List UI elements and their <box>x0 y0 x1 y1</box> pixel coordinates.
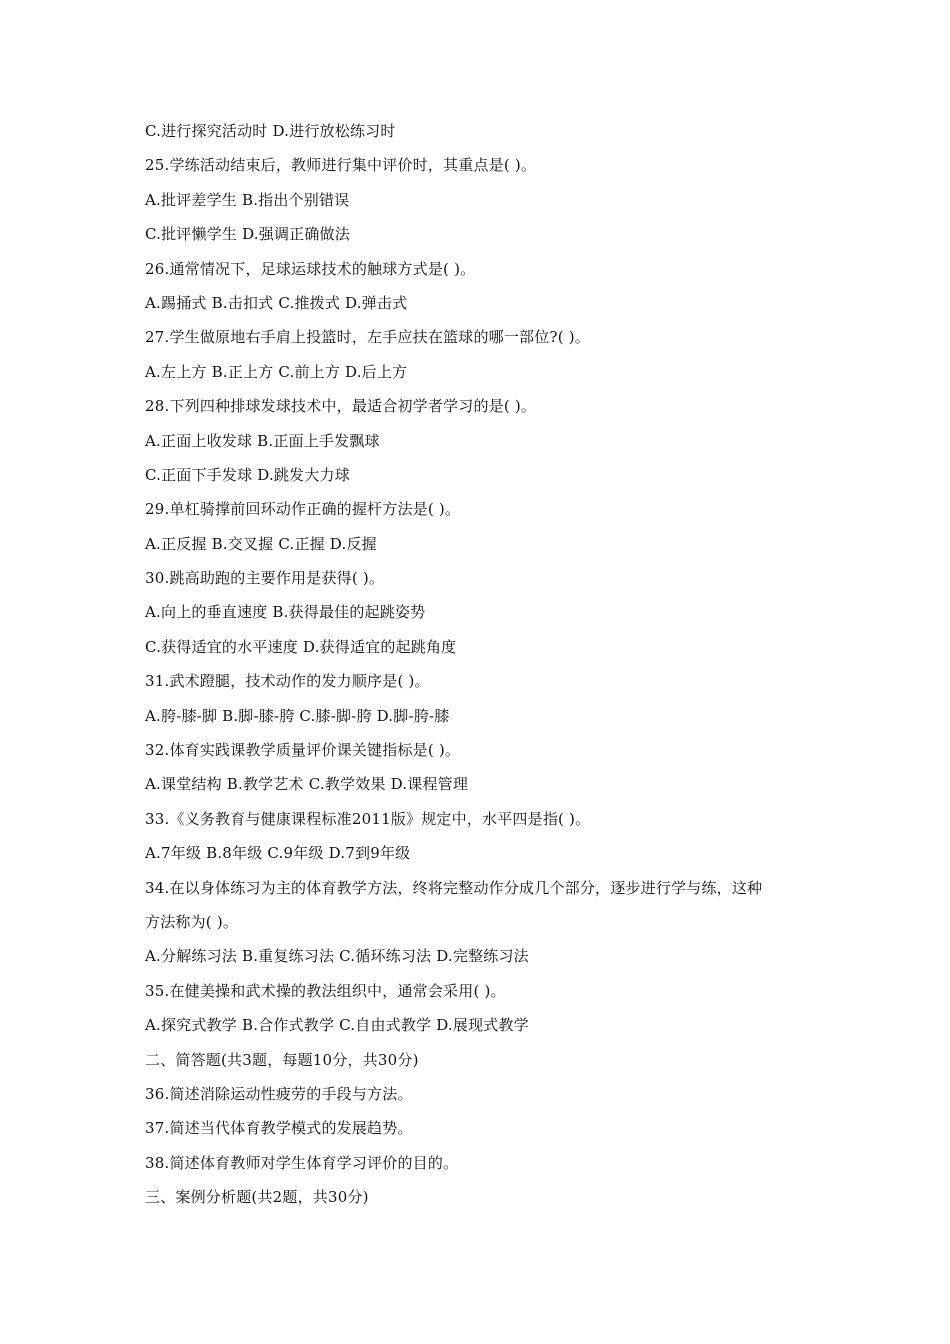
option-line: C.进行探究活动时 D.进行放松练习时 <box>145 122 396 140</box>
option-line: A.课堂结构 B.教学艺术 C.教学效果 D.课程管理 <box>145 775 469 794</box>
question-38: 38.简述体育教师对学生体育学习评价的目的。 <box>145 1153 459 1172</box>
question-35: 35.在健美操和武术操的教法组织中，通常会采用( )。 <box>145 981 506 1000</box>
option-line: A.批评差学生 B.指出个别错误 <box>145 190 350 209</box>
question-36: 36.简述消除运动性疲劳的手段与方法。 <box>145 1084 413 1103</box>
question-29: 29.单杠骑撑前回环动作正确的握杆方法是( )。 <box>145 500 461 519</box>
question-37: 37.简述当代体育教学模式的发展趋势。 <box>145 1119 413 1138</box>
option-line: A.踢捅式 B.击扣式 C.推拨式 D.弹击式 <box>145 293 408 312</box>
option-line: C.批评懒学生 D.强调正确做法 <box>145 225 350 244</box>
option-line: A.胯-膝-脚 B.脚-膝-胯 C.膝-脚-胯 D.脚-胯-膝 <box>145 706 450 725</box>
option-line: A.正反握 B.交叉握 C.正握 D.反握 <box>145 534 377 553</box>
question-26: 26.通常情况下，足球运球技术的触球方式是( )。 <box>145 259 476 278</box>
option-line: A.探究式教学 B.合作式教学 C.自由式教学 D.展现式教学 <box>145 1016 529 1035</box>
option-line: A.分解练习法 B.重复练习法 C.循环练习法 D.完整练习法 <box>145 947 529 966</box>
question-25: 25.学练活动结束后，教师进行集中评价时，其重点是( )。 <box>145 156 537 175</box>
question-34-continued: 方法称为( )。 <box>145 912 239 931</box>
option-line: C.正面下手发球 D.跳发大力球 <box>145 465 350 484</box>
question-30: 30.跳高助跑的主要作用是获得( )。 <box>145 569 385 588</box>
question-34: 34.在以身体练习为主的体育教学方法，终将完整动作分成几个部分，逐步进行学与练，这种 <box>145 878 763 897</box>
question-33: 33.《义务教育与健康课程标准2011版》规定中，水平四是指( )。 <box>145 809 591 828</box>
option-line: A.向上的垂直速度 B.获得最佳的起跳姿势 <box>145 603 426 622</box>
option-line: C.获得适宜的水平速度 D.获得适宜的起跳角度 <box>145 637 457 656</box>
document-body <box>145 114 825 1215</box>
option-line: A.正面上收发球 B.正面上手发飘球 <box>145 431 380 450</box>
section-heading-short-answer: 二、简答题(共3题，每题10分，共30分) <box>145 1050 419 1069</box>
section-heading-case-analysis: 三、案例分析题(共2题，共30分) <box>145 1188 369 1207</box>
question-27: 27.学生做原地右手肩上投篮时，左手应扶在篮球的哪一部位?( )。 <box>145 328 590 347</box>
question-28: 28.下列四种排球发球技术中，最适合初学者学习的是( )。 <box>145 397 537 416</box>
option-line: A.左上方 B.正上方 C.前上方 D.后上方 <box>145 362 408 381</box>
option-line: A.7年级 B.8年级 C.9年级 D.7到9年级 <box>145 844 411 863</box>
question-32: 32.体育实践课教学质量评价课关键指标是( )。 <box>145 741 461 760</box>
question-31: 31.武术蹬腿，技术动作的发力顺序是( )。 <box>145 672 430 691</box>
